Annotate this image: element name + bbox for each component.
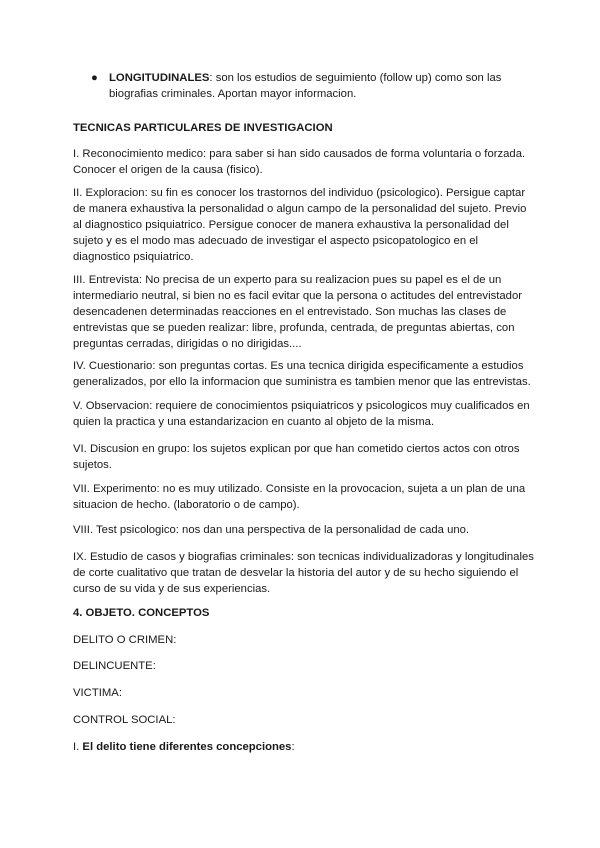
bullet-list xyxy=(91,70,521,102)
line-bold: El delito tiene diferentes concepciones xyxy=(82,741,292,753)
paragraph-iv: IV. Cuestionario: son preguntas cortas. Es una tecnica dirigida especificamente a estudios generalizados, por ello la informacion que suministra es tambien menor que las entrevistas. xyxy=(73,360,531,388)
bullet-text: : son los estudios de seguimiento (follow up) como son las biografias criminales. Aportan mayor informacion. xyxy=(109,72,502,100)
paragraph-vi: VI. Discusion en grupo: los sujetos explican por que han cometido ciertos actos con otros sujetos. xyxy=(73,443,520,471)
delito-concepciones-line xyxy=(73,739,535,755)
concept-victima: VICTIMA: xyxy=(73,687,122,699)
concept-delincuente: DELINCUENTE: xyxy=(73,660,156,672)
bullet-term: LONGITUDINALES xyxy=(109,72,210,84)
concept-control-social: CONTROL SOCIAL: xyxy=(73,714,176,726)
bullet-dot-icon: ● xyxy=(91,72,98,84)
paragraph-v: V. Observacion: requiere de conocimientos psiquiatricos y psicologicos muy cualificados en quien la practica y una estandarizacion en cuanto al objeto de la misma. xyxy=(73,400,530,428)
concept-delito: DELITO O CRIMEN: xyxy=(73,634,177,646)
paragraph-ii: II. Exploracion: su fin es conocer los trastornos del individuo (psicologico). Persigue captar de manera exhaustiva la personalidad o algun campo de la personalidad del sujeto. Previo al diagnostico psiquiatrico. Persigue conocer de manera exhaustiva la personalidad del sujeto y es el modo mas adecuado de investigar el aspecto psicopatologico en el diagnostico psiquiatrico. xyxy=(73,187,527,263)
line-suffix: : xyxy=(291,741,295,753)
section-title: TECNICAS PARTICULARES DE INVESTIGACION xyxy=(73,122,333,134)
paragraph-i: I. Reconocimiento medico: para saber si han sido causados de forma voluntaria o forzada. Conocer el origen de la causa (fisico). xyxy=(73,148,526,176)
paragraph-iii: III. Entrevista: No precisa de un experto para su realizacion pues su papel es el de un intermediario neutral, si bien no es facil evitar que la persona o actitudes del entrevistador desencadenen determinadas reacciones en el entrevistado. Son muchas las clases de entrevistas que se pueden realizar: libre, profunda, centrada, de preguntas abiertas, con preguntas cerradas, dirigidas o no dirigidas.... xyxy=(73,274,522,350)
paragraph-vii: VII. Experimento: no es muy utilizado. Consiste en la provocacion, sujeta a un plan de una situacion de hecho. (laboratorio o de campo). xyxy=(73,483,526,511)
list-item xyxy=(91,70,521,102)
objeto-title: 4. OBJETO. CONCEPTOS xyxy=(73,607,210,619)
paragraph-viii: VIII. Test psicologico: nos dan una perspectiva de la personalidad de cada uno. xyxy=(73,524,470,536)
paragraph-ix: IX. Estudio de casos y biografias criminales: son tecnicas individualizadoras y longitudinales de corte cualitativo que tratan de desvelar la historia del autor y de su hecho siguiendo el curso de su vida y de sus experiencias. xyxy=(73,551,534,595)
line-prefix: I. xyxy=(73,741,83,753)
